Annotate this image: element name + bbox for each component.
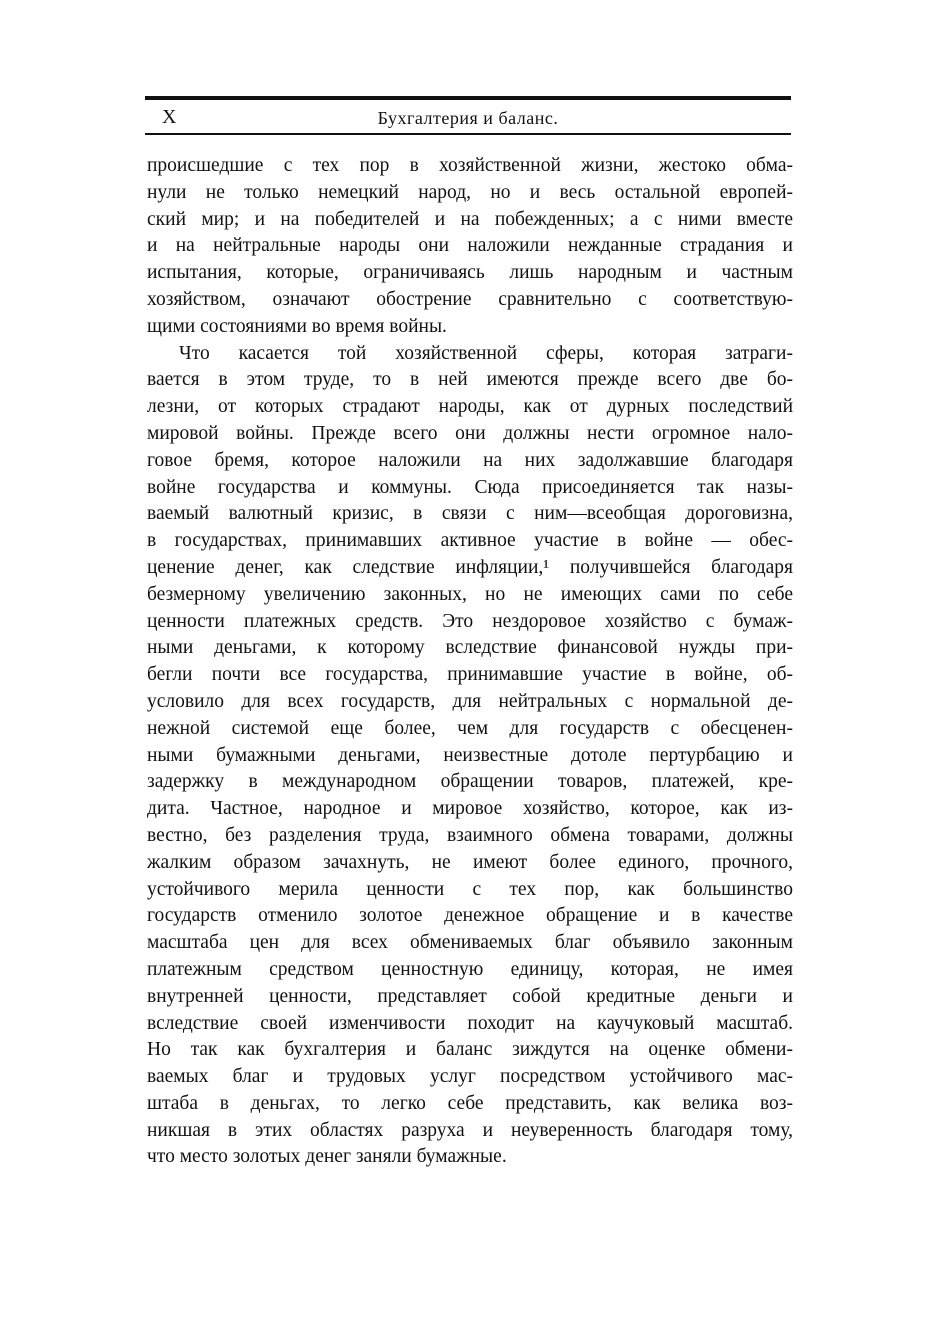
text-line: государств отменило золотое денежное обращение и в качестве [147,905,793,927]
text-line: ными бумажными деньгами, неизвестные дотоле пертурбацию и [147,744,793,766]
text-line: ваемый валютный кризис, в связи с ним—всеобщая дороговизна, [147,503,793,525]
text-line: нежной системой еще более, чем для государств с обесценен- [147,717,793,739]
text-line: бегли почти все государства, принимавшие участие в войне, об- [147,664,793,686]
text-line: в государствах, принимавших активное участие в войне — обес- [147,530,793,552]
text-line: ваемых благ и трудовых услуг посредством устойчивого мас- [147,1066,793,1088]
text-line: лезни, от которых страдают народы, как от дурных последствий [147,396,793,418]
header-bottom-rule [145,133,791,135]
text-line: нули не только немецкий народ, но и весь остальной европей- [147,181,793,203]
text-line: ными деньгами, к которому вследствие финансовой нужды при- [147,637,793,659]
text-line: жалким образом зачахнуть, не имеют более единого, прочного, [147,851,793,873]
text-line: хозяйством, означают обострение сравнительно с соответствую- [147,288,793,310]
running-header [145,104,791,132]
text-line: безмерному увеличению законных, но не имеющих сами по себе [147,583,793,605]
text-line: ский мир; и на победителей и на побежденных; а с ними вместе [147,208,793,230]
text-line: вследствие своей изменчивости походит на каучуковый масштаб. [147,1012,793,1034]
text-line: и на нейтральные народы они наложили нежданные страдания и [147,235,793,257]
text-line: штаба в деньгах, то легко себе представить, как велика воз- [147,1092,793,1114]
paragraph-2 [147,341,793,1172]
text-line: задержку в международном обращении товаров, платежей, кре- [147,771,793,793]
body-text [147,153,793,1171]
text-line: никшая в этих областях разруха и неуверенность благодаря тому, [147,1119,793,1141]
text-line: говое бремя, которое наложили на них задолжавшие благодаря [147,449,793,471]
text-line: ценение денег, как следствие инфляции,¹ получившейся благодаря [147,556,793,578]
text-line: масштаба цен для всех обмениваемых благ объявило законным [147,932,793,954]
text-line: испытания, которые, ограничиваясь лишь народным и частным [147,262,793,284]
text-line: Но так как бухгалтерия и баланс зиждутся на оценке обмени- [147,1039,793,1061]
text-line: щими состояниями во время войны. [147,315,447,337]
paragraph-1 [147,153,793,341]
text-line: устойчивого мерила ценности с тех пор, как большинство [147,878,793,900]
text-line: платежным средством ценностную единицу, которая, не имея [147,958,793,980]
text-line: ценности платежных средств. Это нездоровое хозяйство с бумаж- [147,610,793,632]
text-line: условило для всех государств, для нейтральных с нормальной де- [147,690,793,712]
page-number: X [162,106,177,128]
text-line: происшедшие с тех пор в хозяйственной жизни, жестоко обма- [147,155,793,176]
text-line: войне государства и коммуны. Сюда присоединяется так назы- [147,476,793,498]
text-line: мировой войны. Прежде всего они должны нести огромное нало- [147,422,793,444]
text-line: вается в этом труде, то в ней имеются прежде всего две бо- [147,369,793,391]
running-title: Бухгалтерия и баланс. [377,108,559,128]
text-line: дита. Частное, народное и мировое хозяйство, которое, как из- [147,798,793,820]
text-line: что место золотых денег заняли бумажные. [147,1146,507,1168]
header-top-rule [145,96,791,100]
text-line: внутренней ценности, представляет собой кредитные деньги и [147,985,793,1007]
text-line: Что касается той хозяйственной сферы, которая затраги- [179,342,793,364]
text-line: вестно, без разделения труда, взаимного обмена товарами, должны [147,824,793,846]
